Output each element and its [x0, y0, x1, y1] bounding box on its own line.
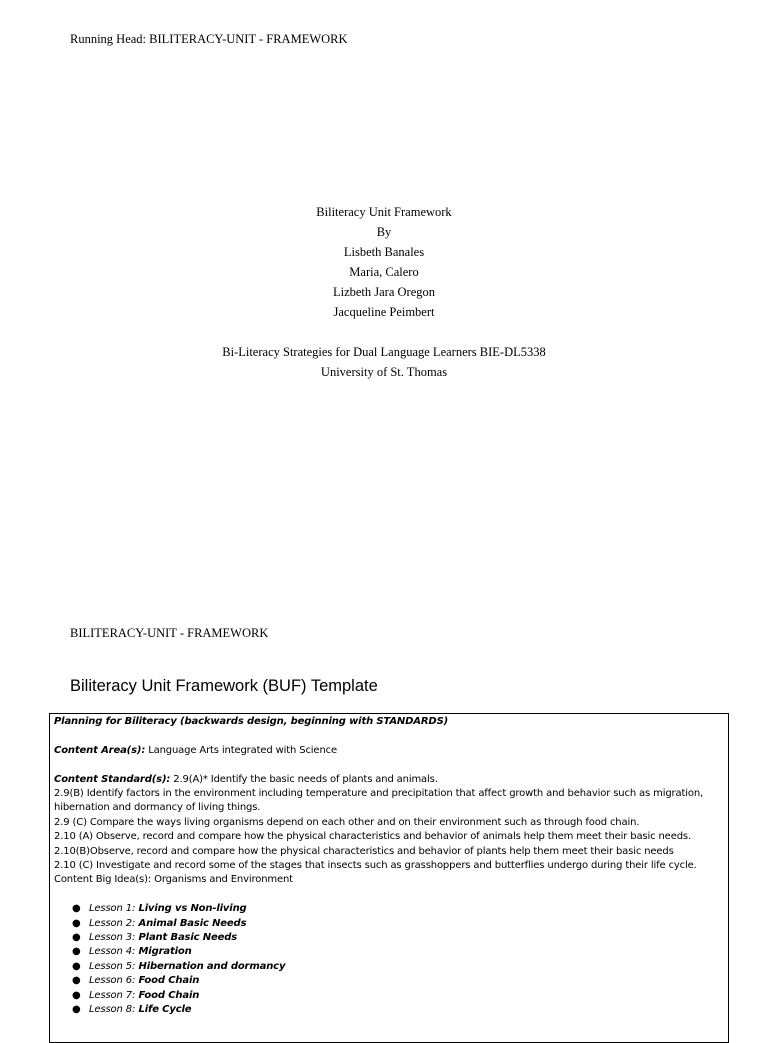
- content-area-label: Content Area(s):: [54, 744, 146, 756]
- lesson-list: [54, 902, 724, 1017]
- bullet-icon: ●: [72, 1004, 81, 1016]
- document-title: Biliteracy Unit Framework: [316, 205, 452, 219]
- course-name: Bi-Literacy Strategies for Dual Language Learners BIE-DL5338: [222, 345, 546, 359]
- author-name: Maria, Calero: [349, 265, 419, 279]
- framework-table: [49, 713, 729, 1043]
- lesson-title: Living vs Non-living: [135, 903, 247, 915]
- list-item: [54, 1003, 724, 1017]
- standard-item: 2.10 (C) Investigate and record some of the stages that insects such as grasshoppers and butterflies undergo during their life cycle.: [54, 860, 697, 872]
- lesson-number: Lesson 4:: [89, 946, 136, 958]
- lesson-title: Food Chain: [135, 989, 200, 1001]
- university-name: University of St. Thomas: [320, 365, 448, 379]
- content-standard-row: [54, 773, 724, 787]
- lesson-title: Life Cycle: [135, 1004, 192, 1016]
- bullet-icon: ●: [72, 989, 81, 1001]
- standard-item: 2.10(B)Observe, record and compare how the physical characteristics and behavior of plants help them meet their basic needs: [54, 845, 674, 857]
- content-area-value: Language Arts integrated with Science: [145, 744, 337, 756]
- list-item: [54, 931, 724, 945]
- list-item: [54, 974, 724, 988]
- standard-item: 2.9(B) Identify factors in the environment including temperature and precipitation that affect growth and behavior such as migration, hibernation and dormancy of living things.: [54, 788, 704, 814]
- bullet-icon: ●: [72, 946, 81, 958]
- lesson-title: Animal Basic Needs: [135, 917, 247, 929]
- lesson-title: Food Chain: [135, 975, 200, 987]
- standard-item: 2.9 (C) Compare the ways living organisms depend on each other and on their environment such as through food chain.: [54, 816, 640, 828]
- lesson-number: Lesson 5:: [89, 960, 136, 972]
- author-name: Jacqueline Peimbert: [333, 305, 435, 319]
- author-name: Lizbeth Jara Oregon: [332, 285, 436, 299]
- bullet-icon: ●: [72, 917, 81, 929]
- title-block: [0, 202, 768, 382]
- bullet-icon: ●: [72, 932, 81, 944]
- big-ideas: Content Big Idea(s): Organisms and Environment: [54, 874, 293, 886]
- lesson-title: Plant Basic Needs: [135, 932, 238, 944]
- bullet-icon: ●: [72, 975, 81, 987]
- lesson-number: Lesson 7:: [89, 989, 136, 1001]
- lesson-number: Lesson 2:: [89, 917, 136, 929]
- lesson-number: Lesson 1:: [89, 903, 136, 915]
- planning-heading: Planning for Biliteracy (backwards design, beginning with STANDARDS): [54, 716, 449, 727]
- bullet-icon: ●: [72, 960, 81, 972]
- list-item: [54, 917, 724, 931]
- template-title: Biliteracy Unit Framework (BUF) Template: [70, 677, 378, 695]
- running-head: Running Head: BILITERACY-UNIT - FRAMEWORK: [70, 32, 348, 46]
- lesson-title: Hibernation and dormancy: [135, 960, 286, 972]
- list-item: [54, 989, 724, 1003]
- page-header: BILITERACY-UNIT - FRAMEWORK: [70, 626, 269, 640]
- lesson-number: Lesson 6:: [89, 975, 136, 987]
- lesson-number: Lesson 3:: [89, 932, 136, 944]
- list-item: [54, 902, 724, 916]
- author-name: Lisbeth Banales: [343, 245, 425, 259]
- content-standard-label: Content Standard(s):: [54, 773, 171, 785]
- content-area-row: [54, 744, 724, 758]
- bullet-icon: ●: [72, 903, 81, 915]
- list-item: [54, 960, 724, 974]
- standard-item: 2.10 (A) Observe, record and compare how the physical characteristics and behavior of animals help them meet their basic needs.: [54, 831, 691, 843]
- lesson-number: Lesson 8:: [89, 1004, 136, 1016]
- lesson-title: Migration: [135, 946, 192, 958]
- by-line: By: [376, 225, 392, 239]
- content-standard-first: 2.9(A)* Identify the basic needs of plants and animals.: [170, 773, 438, 785]
- list-item: [54, 945, 724, 959]
